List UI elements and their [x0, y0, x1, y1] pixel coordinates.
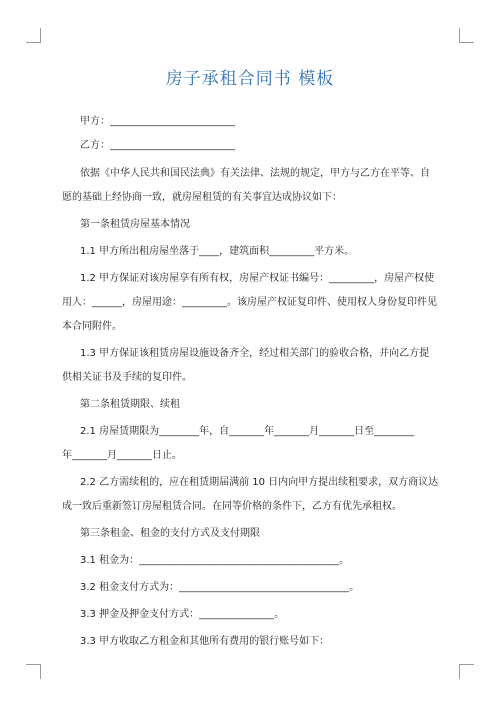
preamble-line-1: 依据《中华人民共和国民法典》有关法律、法规的规定，甲方与乙方在平等、自: [80, 168, 430, 179]
clause-3-3-deposit: 3.3 押金及押金支付方式：_______________。: [80, 609, 285, 620]
crop-mark-bottom-right: [459, 664, 474, 679]
clause-3-3-bank-account: 3.3 甲方收取乙方租金和其他所有费用的银行账号如下：: [80, 636, 330, 647]
party-b-line: 乙方：_________________________: [80, 140, 235, 151]
crop-mark-bottom-left: [26, 664, 41, 679]
clause-2-1-line-1: 2.1 房屋赁期限为________年，自_______年_______月_______日至________: [80, 426, 415, 437]
party-a-line: 甲方：_________________________: [80, 116, 235, 127]
clause-3-2: 3.2 租金支付方式为：__________________________________。: [80, 582, 360, 593]
crop-mark-top-right: [459, 28, 474, 43]
clause-3-1: 3.1 租金为：________________________________________。: [80, 555, 350, 566]
clause-1-3-line-1: 1.3 甲方保证该租赁房屋设施设备齐全，经过相关部门的验收合格，并向乙方提: [80, 348, 430, 359]
crop-mark-top-left: [26, 28, 41, 43]
clause-1-2-line-3: 本合同附件。: [62, 321, 122, 332]
clause-1-2-line-1: 1.2 甲方保证对该房屋享有所有权，房屋产权证书编号：_________，房屋产权使: [80, 273, 435, 284]
clause-1-1: 1.1 甲方所出租房屋坐落于____，建筑面积_________平方米。: [80, 246, 355, 257]
preamble-line-2: 愿的基础上经协商一致，就房屋租赁的有关事宜达成协议如下：: [62, 192, 342, 203]
clause-1-2-line-2: 用人：______，房屋用途：_________。该房屋产权证复印件、使用权人身份复印件见: [62, 297, 437, 308]
clause-2-2-line-2: 成一致后重新签订房屋租赁合同。在同等价格的条件下，乙方有优先承租权。: [62, 501, 402, 512]
clause-2-2-line-1: 2.2 乙方需续租的，应在租赁期届满前 10 日内向甲方提出续租要求，双方商议达: [80, 477, 439, 488]
document-title: 房子承租合同书 模板: [165, 69, 335, 89]
article-2-heading: 第二条租赁期限、续租: [80, 399, 180, 410]
article-3-heading: 第三条租金、租金的支付方式及支付期限: [80, 528, 260, 539]
clause-1-3-line-2: 供相关证书及手续的复印件。: [62, 372, 192, 383]
clause-2-1-line-2: 年_______月_______日止。: [62, 450, 182, 461]
article-1-heading: 第一条租赁房屋基本情况: [80, 219, 190, 230]
